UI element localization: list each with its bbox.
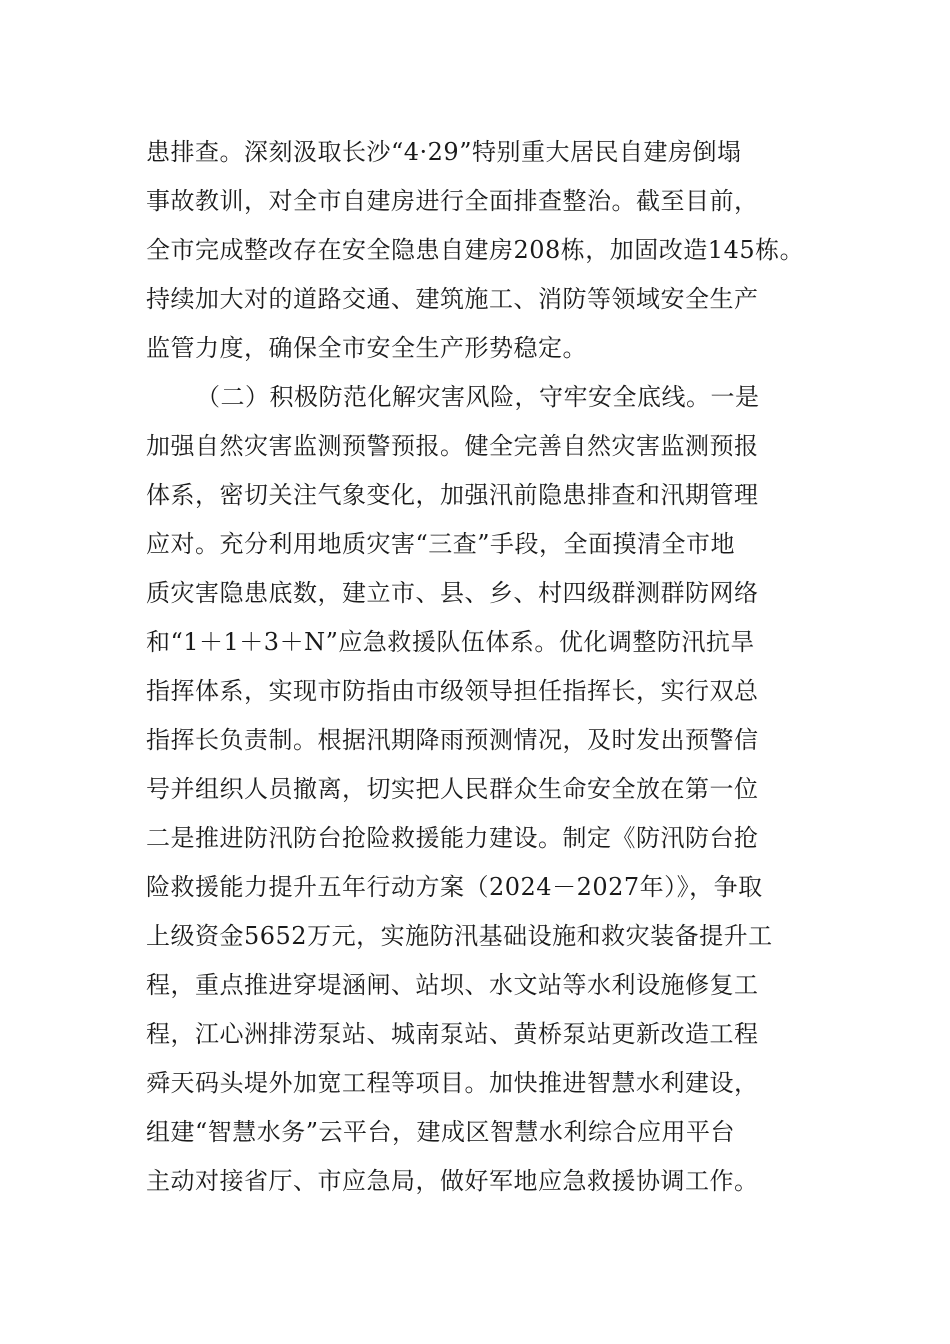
text-line: 监管力度，确保全市安全生产形势稳定。 [146, 334, 587, 362]
text-line: 指挥长负责制。根据汛期降雨预测情况，及时发出预警信 [146, 726, 759, 754]
text-line: 持续加大对的道路交通、建筑施工、消防等领域安全生产 [146, 285, 759, 313]
section-heading-line: （二）积极防范化解灾害风险，守牢安全底线。一是 [196, 383, 760, 411]
text-line: 事故教训，对全市自建房进行全面排查整治。截至目前， [146, 187, 759, 215]
text-line: 上级资金5652万元，实施防汛基础设施和救灾装备提升工 [146, 922, 773, 950]
text-line: 号并组织人员撤离，切实把人民群众生命安全放在第一位 [146, 775, 759, 803]
text-line: 组建“智慧水务”云平台，建成区智慧水利综合应用平台 [146, 1118, 736, 1146]
text-line: 应对。充分利用地质灾害“三查”手段，全面摸清全市地 [146, 530, 736, 558]
text-line: 质灾害隐患底数，建立市、县、乡、村四级群测群防网络 [146, 579, 759, 607]
text-line: 指挥体系，实现市防指由市级领导担任指挥长，实行双总 [146, 677, 759, 705]
text-line: 主动对接省厅、市应急局，做好军地应急救援协调工作。 [146, 1167, 759, 1195]
document-body [146, 128, 846, 1206]
text-line: 程，江心洲排涝泵站、城南泵站、黄桥泵站更新改造工程 [146, 1020, 759, 1048]
text-line: 加强自然灾害监测预警预报。健全完善自然灾害监测预报 [146, 432, 759, 460]
text-line: 程，重点推进穿堤涵闸、站坝、水文站等水利设施修复工 [146, 971, 759, 999]
text-line: 患排查。深刻汲取长沙“4·29”特别重大居民自建房倒塌 [146, 138, 742, 166]
text-line: 舜天码头堤外加宽工程等项目。加快推进智慧水利建设， [146, 1069, 759, 1097]
text-line: 险救援能力提升五年行动方案（2024－2027年）》，争取 [146, 873, 763, 901]
text-line: 二是推进防汛防台抢险救援能力建设。制定《防汛防台抢 [146, 824, 759, 852]
text-line: 全市完成整改存在安全隐患自建房208栋，加固改造145栋。 [146, 236, 805, 264]
text-line: 体系，密切关注气象变化，加强汛前隐患排查和汛期管理 [146, 481, 759, 509]
text-line: 和“1＋1＋3＋N”应急救援队伍体系。优化调整防汛抗旱 [146, 628, 755, 656]
